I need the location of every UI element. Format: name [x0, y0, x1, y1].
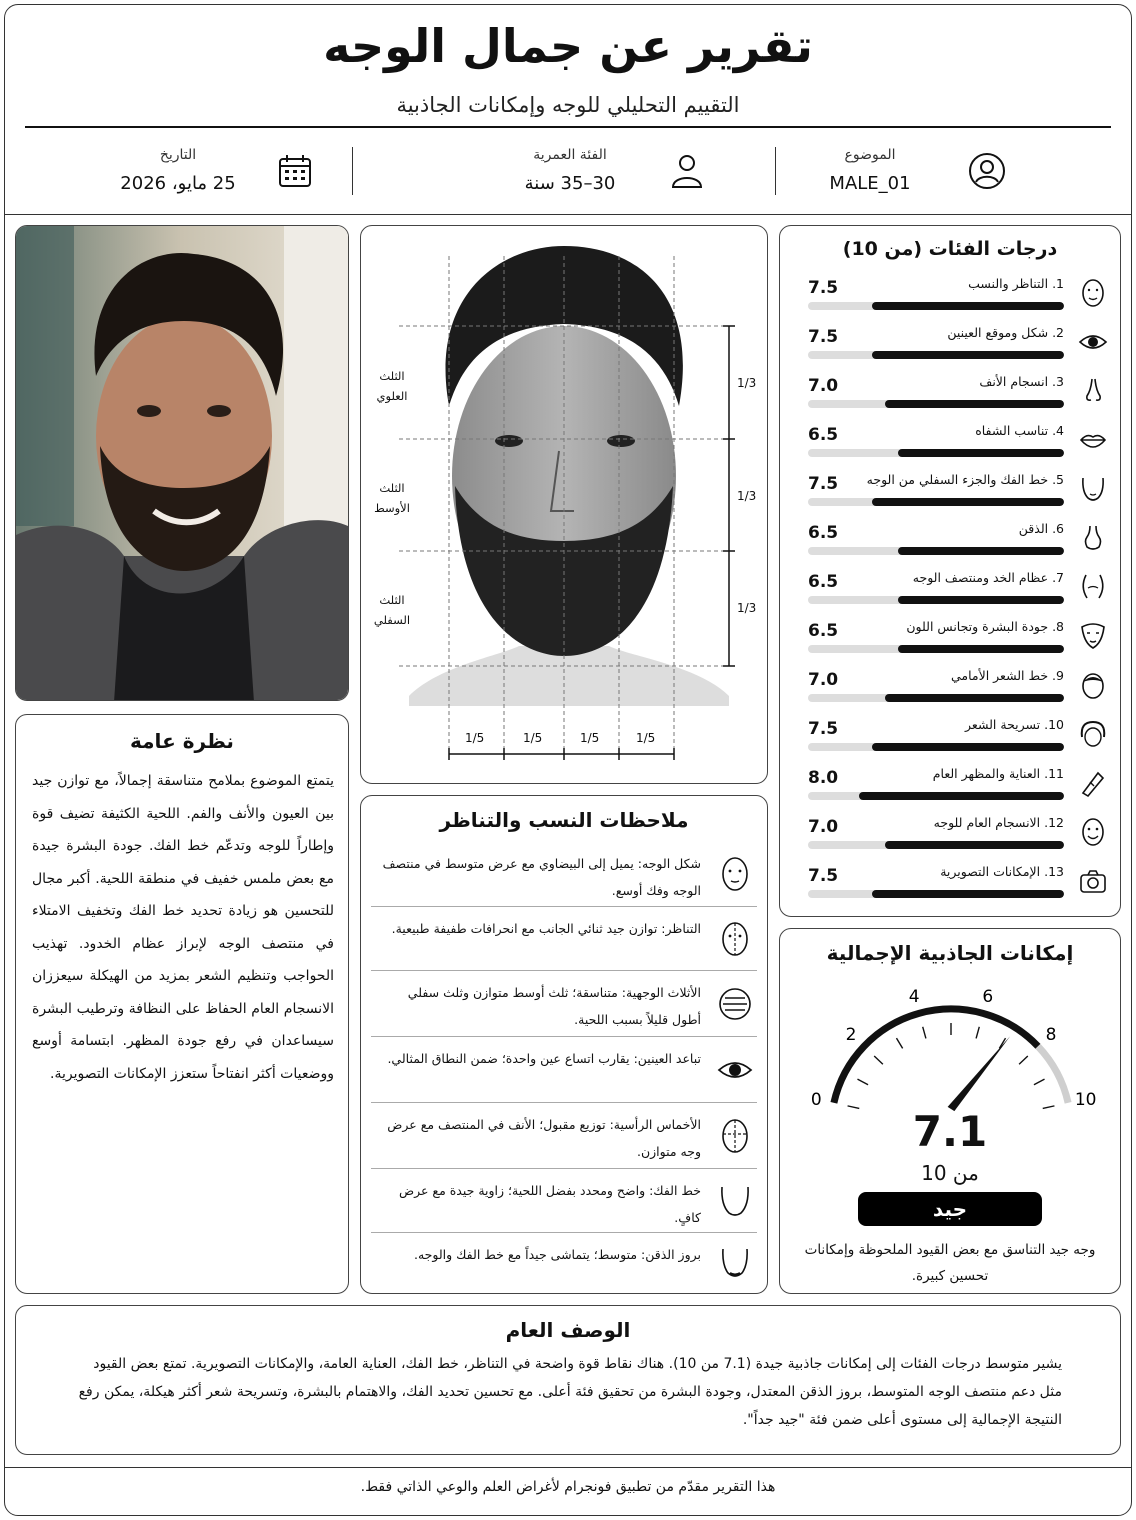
score-bar-track: [808, 547, 1064, 555]
score-bar-fill: [885, 694, 1064, 702]
date-info: [55, 143, 315, 205]
subject-label: الموضوع: [844, 147, 896, 163]
fifths-icon: [717, 1118, 753, 1154]
observation-row: [371, 970, 757, 1036]
upper-third-word: الثلث: [379, 369, 405, 383]
footer-text: هذا التقرير مقدّم من تطبيق فونجرام لأغراض العلم والوعي الذاتي فقط.: [360, 1479, 776, 1495]
face-shape-icon: [717, 856, 753, 892]
subject-value: MALE_01: [829, 173, 911, 194]
score-bar-fill: [898, 645, 1064, 653]
score-category-name: 6. الذقن: [1018, 521, 1064, 536]
summary-title: الوصف العام: [505, 1318, 631, 1342]
observation-text: تباعد العينين: يقارب اتساع عين واحدة؛ ضمن النطاق المثالي.: [387, 1051, 701, 1066]
portrait-photo: [15, 225, 349, 701]
date-label: التاريخ: [159, 147, 197, 163]
score-value: 6.5: [808, 572, 839, 592]
report-title: تقرير عن جمال الوجه: [323, 19, 813, 73]
score-bar-track: [808, 743, 1064, 751]
gauge-tick-label: 4: [908, 987, 920, 1008]
score-bar-fill: [872, 743, 1064, 751]
gauge-tick: [1034, 1079, 1045, 1085]
score-row: [808, 323, 1108, 369]
upper-third-label: [369, 366, 415, 406]
observation-row: [371, 1232, 757, 1292]
score-row: [808, 764, 1108, 810]
third-fraction: 1/3: [737, 489, 757, 503]
proportion-diagram-panel: [360, 225, 768, 784]
chin-icon: [1078, 523, 1108, 553]
nose-icon: [1078, 376, 1108, 406]
person-icon: [667, 151, 707, 191]
score-bar-fill: [872, 498, 1064, 506]
score-bar-fill: [885, 841, 1064, 849]
observation-text: خط الفك: واضح ومحدد بفضل اللحية؛ زاوية جيدة مع عرض كافٍ.: [398, 1183, 701, 1225]
hairline-icon: [1078, 670, 1108, 700]
thirds-icon: [717, 986, 753, 1022]
gauge-tick: [976, 1027, 979, 1039]
gauge-tick-label: 6: [982, 987, 994, 1008]
eye-icon: [1078, 327, 1108, 357]
score-value: 6.5: [808, 523, 839, 543]
gauge-panel: [779, 928, 1121, 1294]
score-bar-fill: [872, 302, 1064, 310]
score-value: 7.5: [808, 278, 839, 298]
camera-icon: [1078, 866, 1108, 896]
overview-text: يتمتع الموضوع بملامح متناسقة إجمالاً، مع توازن جيد بين العيون والأنف والفم. اللحية الكثيفة تضيف قوة وإطاراً للوجه وتدعّم خط الفك. جودة البشرة جيدة مع بعض ملمس خفيف في منطقة اللحية. أكبر مجال للتحسين هو زيادة تحديد خط الفك وتخفيف الامتلاء في منتصف الوجه لإبراز عظام الخدود. تهذيب الحواجب وتنظيم الشعر بمزيد من الهيكلة سيعززان الانسجام العام الحفاظ على النظافة وترطيب البشرة سيساعدان في رفع جودة المظهر. ابتسامة أوسع ووضعيات أكثر انفتاحاً ستعزز الإمكانات التصويرية.: [32, 773, 334, 1082]
middle-third-name: الأوسط: [374, 501, 410, 515]
hairstyle-icon: [1078, 719, 1108, 749]
fifth-fraction: 1/5: [523, 731, 543, 745]
observations-panel: [360, 795, 768, 1294]
score-category-name: 1. التناظر والنسب: [968, 276, 1064, 291]
score-row: [808, 421, 1108, 467]
gauge-out-of: من 10: [921, 1161, 979, 1185]
score-row: [808, 470, 1108, 516]
fifth-fraction: 1/5: [465, 731, 485, 745]
chin-projection-icon: [717, 1245, 753, 1281]
subject-info: [747, 143, 1007, 205]
score-category-name: 4. تناسب الشفاه: [975, 423, 1064, 438]
score-bar-fill: [898, 596, 1064, 604]
summary-panel: [15, 1305, 1121, 1455]
observation-row: [371, 1102, 757, 1168]
info-divider: [775, 147, 776, 195]
score-row: [808, 274, 1108, 320]
cheekbones-icon: [1078, 572, 1108, 602]
score-value: 7.5: [808, 866, 839, 886]
score-row: [808, 862, 1108, 908]
score-bar-track: [808, 400, 1064, 408]
symmetry-icon: [717, 921, 753, 957]
gauge-tick: [923, 1027, 926, 1039]
scores-panel: [779, 225, 1121, 917]
fifth-fraction: 1/5: [580, 731, 600, 745]
score-bar-track: [808, 792, 1064, 800]
observation-text: شكل الوجه: يميل إلى البيضاوي مع عرض متوسط في منتصف الوجه وفك أوسع.: [382, 856, 701, 898]
age-value: 30–35 سنة: [524, 173, 616, 194]
gauge-tick-label: 0: [810, 1089, 822, 1110]
score-bar-track: [808, 596, 1064, 604]
lips-icon: [1078, 425, 1108, 455]
score-category-name: 8. جودة البشرة وتجانس اللون: [906, 619, 1064, 634]
title-divider: [25, 126, 1111, 128]
third-fraction: 1/3: [737, 601, 757, 615]
score-bar-fill: [898, 449, 1064, 457]
score-row: [808, 666, 1108, 712]
score-bar-track: [808, 351, 1064, 359]
eye-spacing-icon: [717, 1052, 753, 1088]
score-category-name: 7. عظام الخد ومنتصف الوجه: [912, 570, 1064, 585]
score-category-name: 2. شكل وموقع العينين: [947, 325, 1064, 340]
score-category-name: 11. العناية والمظهر العام: [932, 766, 1064, 781]
gauge-description: وجه جيد التناسق مع بعض القيود الملحوظة وإمكانات تحسين كبيرة.: [804, 1242, 1096, 1284]
score-category-name: 9. خط الشعر الأمامي: [950, 668, 1064, 683]
observation-row: [371, 1036, 757, 1102]
score-category-name: 3. انسجام الأنف: [979, 374, 1064, 389]
score-bar-fill: [898, 547, 1064, 555]
score-row: [808, 372, 1108, 418]
lower-third-name: السفلي: [373, 613, 411, 627]
jawline-icon: [717, 1183, 753, 1219]
score-value: 7.0: [808, 670, 839, 690]
date-value: 25 مايو، 2026: [120, 173, 236, 194]
grooming-icon: [1078, 768, 1108, 798]
gauge-tick-label: 8: [1045, 1024, 1057, 1045]
gauge-arc-filled: [834, 1009, 1038, 1103]
lower-third-label: [369, 590, 415, 630]
user-circle-icon: [967, 151, 1007, 191]
gauge-tick: [896, 1038, 902, 1048]
lower-third-word: الثلث: [379, 593, 405, 607]
score-value: 7.5: [808, 474, 839, 494]
overview-panel: [15, 714, 349, 1294]
middle-third-label: [369, 478, 415, 518]
middle-third-word: الثلث: [379, 481, 405, 495]
score-value: 6.5: [808, 425, 839, 445]
score-category-name: 10. تسريحة الشعر: [965, 717, 1064, 732]
age-label: الفئة العمرية: [533, 147, 607, 163]
observation-row: [371, 842, 757, 906]
summary-text: يشير متوسط درجات الفئات إلى إمكانات جاذبية جيدة (7.1 من 10). هناك نقاط قوة واضحة في التناظر، خط الفك، العناية العامة، والإمكانات التصويرية. تمتع بعض القيود مثل دعم منتصف الوجه المتوسط، بروز الذقن المعتدل، وجودة البشرة من تحقيق فئة أعلى. مع تحسين تحديد الفك، والاهتمام بالبشرة، وتسريحة شعر أكثر هيكلة، يمكن رفع النتيجة الإجمالية إلى مستوى أعلى ضمن فئة "جيد جداً".: [78, 1356, 1062, 1428]
header-divider: [5, 214, 1131, 215]
gauge-tick: [1019, 1056, 1028, 1064]
info-divider: [352, 147, 353, 195]
face-outline-icon: [1078, 278, 1108, 308]
score-bar-track: [808, 694, 1064, 702]
overview-title: نظرة عامة: [130, 729, 234, 753]
score-category-name: 5. خط الفك والجزء السفلي من الوجه: [866, 472, 1064, 487]
third-fraction: 1/3: [737, 376, 757, 390]
calendar-icon: [275, 151, 315, 191]
footer-divider: [5, 1467, 1131, 1468]
score-category-name: 13. الإمكانات التصويرية: [940, 864, 1064, 879]
score-bar-track: [808, 498, 1064, 506]
face-proportion-diagram: [360, 226, 767, 784]
report-subtitle: التقييم التحليلي للوجه وإمكانات الجاذبية: [396, 93, 740, 117]
observations-title: ملاحظات النسب والتناظر: [439, 808, 689, 832]
jaw-icon: [1078, 474, 1108, 504]
score-bar-fill: [872, 351, 1064, 359]
scores-title: درجات الفئات (من 10): [842, 238, 1058, 260]
upper-third-name: العلوي: [376, 389, 408, 403]
score-bar-track: [808, 841, 1064, 849]
score-row: [808, 715, 1108, 761]
score-bar-fill: [885, 400, 1064, 408]
gauge-title: إمكانات الجاذبية الإجمالية: [826, 941, 1074, 965]
score-bar-track: [808, 449, 1064, 457]
score-row: [808, 568, 1108, 614]
portrait-image: [15, 226, 348, 701]
score-value: 6.5: [808, 621, 839, 641]
score-value: 7.0: [808, 376, 839, 396]
age-info: [447, 143, 707, 205]
score-row: [808, 519, 1108, 565]
observation-row: [371, 906, 757, 970]
gauge-tick-label: 2: [845, 1024, 857, 1045]
face-harmony-icon: [1078, 817, 1108, 847]
score-bar-track: [808, 302, 1064, 310]
gauge-arc-remaining: [1038, 1046, 1068, 1103]
gauge-tick-label: 10: [1074, 1089, 1097, 1110]
skin-icon: [1078, 621, 1108, 651]
score-row: [808, 617, 1108, 663]
gauge-needle: [948, 1036, 1010, 1111]
report-page: [4, 4, 1132, 1516]
score-bar-track: [808, 890, 1064, 898]
observation-text: الأخماس الرأسية: توزيع مقبول؛ الأنف في المنتصف مع عرض وجه متوازن.: [387, 1117, 701, 1159]
observation-text: بروز الذقن: متوسط؛ يتماشى جيداً مع خط الفك والوجه.: [414, 1247, 701, 1262]
gauge-value: 7.1: [912, 1107, 988, 1156]
score-value: 7.0: [808, 817, 839, 837]
score-bar-fill: [872, 890, 1064, 898]
observation-row: [371, 1168, 757, 1232]
score-bar-fill: [859, 792, 1064, 800]
score-value: 7.5: [808, 327, 839, 347]
observation-text: الأثلاث الوجهية: متناسقة؛ ثلث أوسط متوازن وثلث سفلي أطول قليلاً بسبب اللحية.: [407, 985, 701, 1027]
score-bar-track: [808, 645, 1064, 653]
rating-badge: جيد: [858, 1192, 1042, 1226]
gauge-tick: [857, 1079, 868, 1085]
score-value: 8.0: [808, 768, 839, 788]
fifth-fraction: 1/5: [636, 731, 656, 745]
observation-text: التناظر: توازن جيد ثنائي الجانب مع انحرافات طفيفة طبيعية.: [391, 921, 701, 936]
gauge-tick: [874, 1056, 883, 1064]
score-category-name: 12. الانسجام العام للوجه: [933, 815, 1064, 830]
score-value: 7.5: [808, 719, 839, 739]
score-row: [808, 813, 1108, 859]
